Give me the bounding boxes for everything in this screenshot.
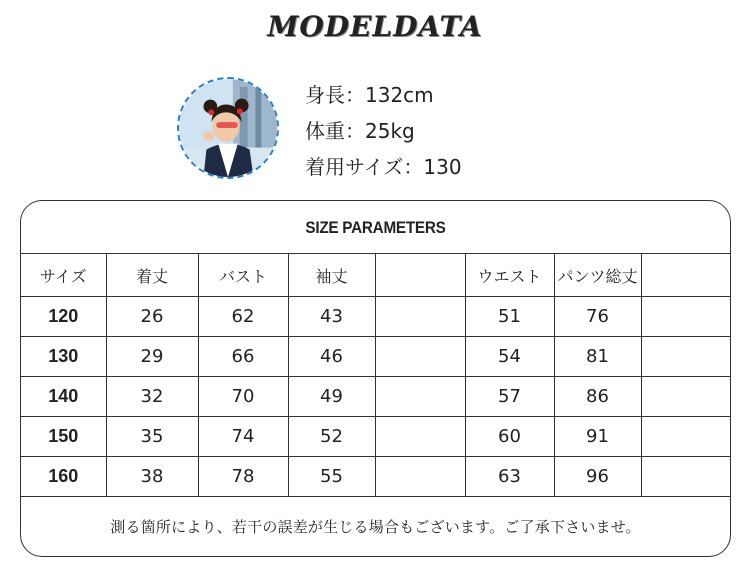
- table-cell: [375, 297, 465, 337]
- table-row: [21, 417, 730, 457]
- table-cell: 55: [288, 457, 375, 497]
- table-cell: 66: [198, 337, 288, 377]
- table-header-row: [21, 254, 730, 297]
- table-cell: 46: [288, 337, 375, 377]
- table-cell: 29: [106, 337, 198, 377]
- table-cell: [641, 417, 730, 457]
- size-cell: 130: [21, 337, 106, 377]
- table-cell: 54: [465, 337, 554, 377]
- table-cell: [375, 457, 465, 497]
- size-cell: 160: [21, 457, 106, 497]
- header-cell: [375, 254, 465, 297]
- header-cell: [641, 254, 730, 297]
- table-cell: [641, 297, 730, 337]
- table-cell: 38: [106, 457, 198, 497]
- size-cell: 120: [21, 297, 106, 337]
- table-cell: [641, 457, 730, 497]
- table-cell: 91: [554, 417, 641, 457]
- table-cell: 62: [198, 297, 288, 337]
- header-cell: 着丈: [106, 254, 198, 297]
- table-row: [21, 377, 730, 417]
- table-cell: 81: [554, 337, 641, 377]
- table-cell: 74: [198, 417, 288, 457]
- model-height: 身長：132cm: [305, 83, 434, 107]
- table-cell: 70: [198, 377, 288, 417]
- size-table-title: SIZE PARAMETERS: [305, 218, 446, 237]
- model-weight: 体重：25kg: [305, 119, 415, 143]
- table-cell: 26: [106, 297, 198, 337]
- table-cell: 32: [106, 377, 198, 417]
- size-cell: 140: [21, 377, 106, 417]
- table-cell: 52: [288, 417, 375, 457]
- table-cell: 51: [465, 297, 554, 337]
- table-cell: 78: [198, 457, 288, 497]
- header-cell: ウエスト: [465, 254, 554, 297]
- table-row: [21, 457, 730, 497]
- header-cell: 袖丈: [288, 254, 375, 297]
- header-cell: サイズ: [21, 254, 106, 297]
- header-cell: パンツ総丈: [554, 254, 641, 297]
- page-title: MODELDATA: [267, 10, 483, 43]
- table-cell: [375, 377, 465, 417]
- table-cell: [375, 337, 465, 377]
- table-cell: 76: [554, 297, 641, 337]
- table-row: [21, 337, 730, 377]
- model-size: 着用サイズ：130: [305, 155, 462, 179]
- table-cell: [641, 377, 730, 417]
- size-table: [21, 253, 730, 497]
- size-cell: 150: [21, 417, 106, 457]
- model-photo: [177, 77, 279, 179]
- table-cell: 35: [106, 417, 198, 457]
- table-cell: 96: [554, 457, 641, 497]
- model-info: [305, 77, 462, 185]
- table-cell: 63: [465, 457, 554, 497]
- table-cell: 86: [554, 377, 641, 417]
- header-cell: バスト: [198, 254, 288, 297]
- table-cell: 57: [465, 377, 554, 417]
- table-cell: [375, 417, 465, 457]
- table-cell: [641, 337, 730, 377]
- size-table-panel: [20, 200, 731, 557]
- measurement-note: 測る箇所により、若干の誤差が生じる場合もございます。ご了承下さいませ。: [110, 518, 641, 536]
- table-cell: 43: [288, 297, 375, 337]
- table-row: [21, 297, 730, 337]
- table-cell: 60: [465, 417, 554, 457]
- table-cell: 49: [288, 377, 375, 417]
